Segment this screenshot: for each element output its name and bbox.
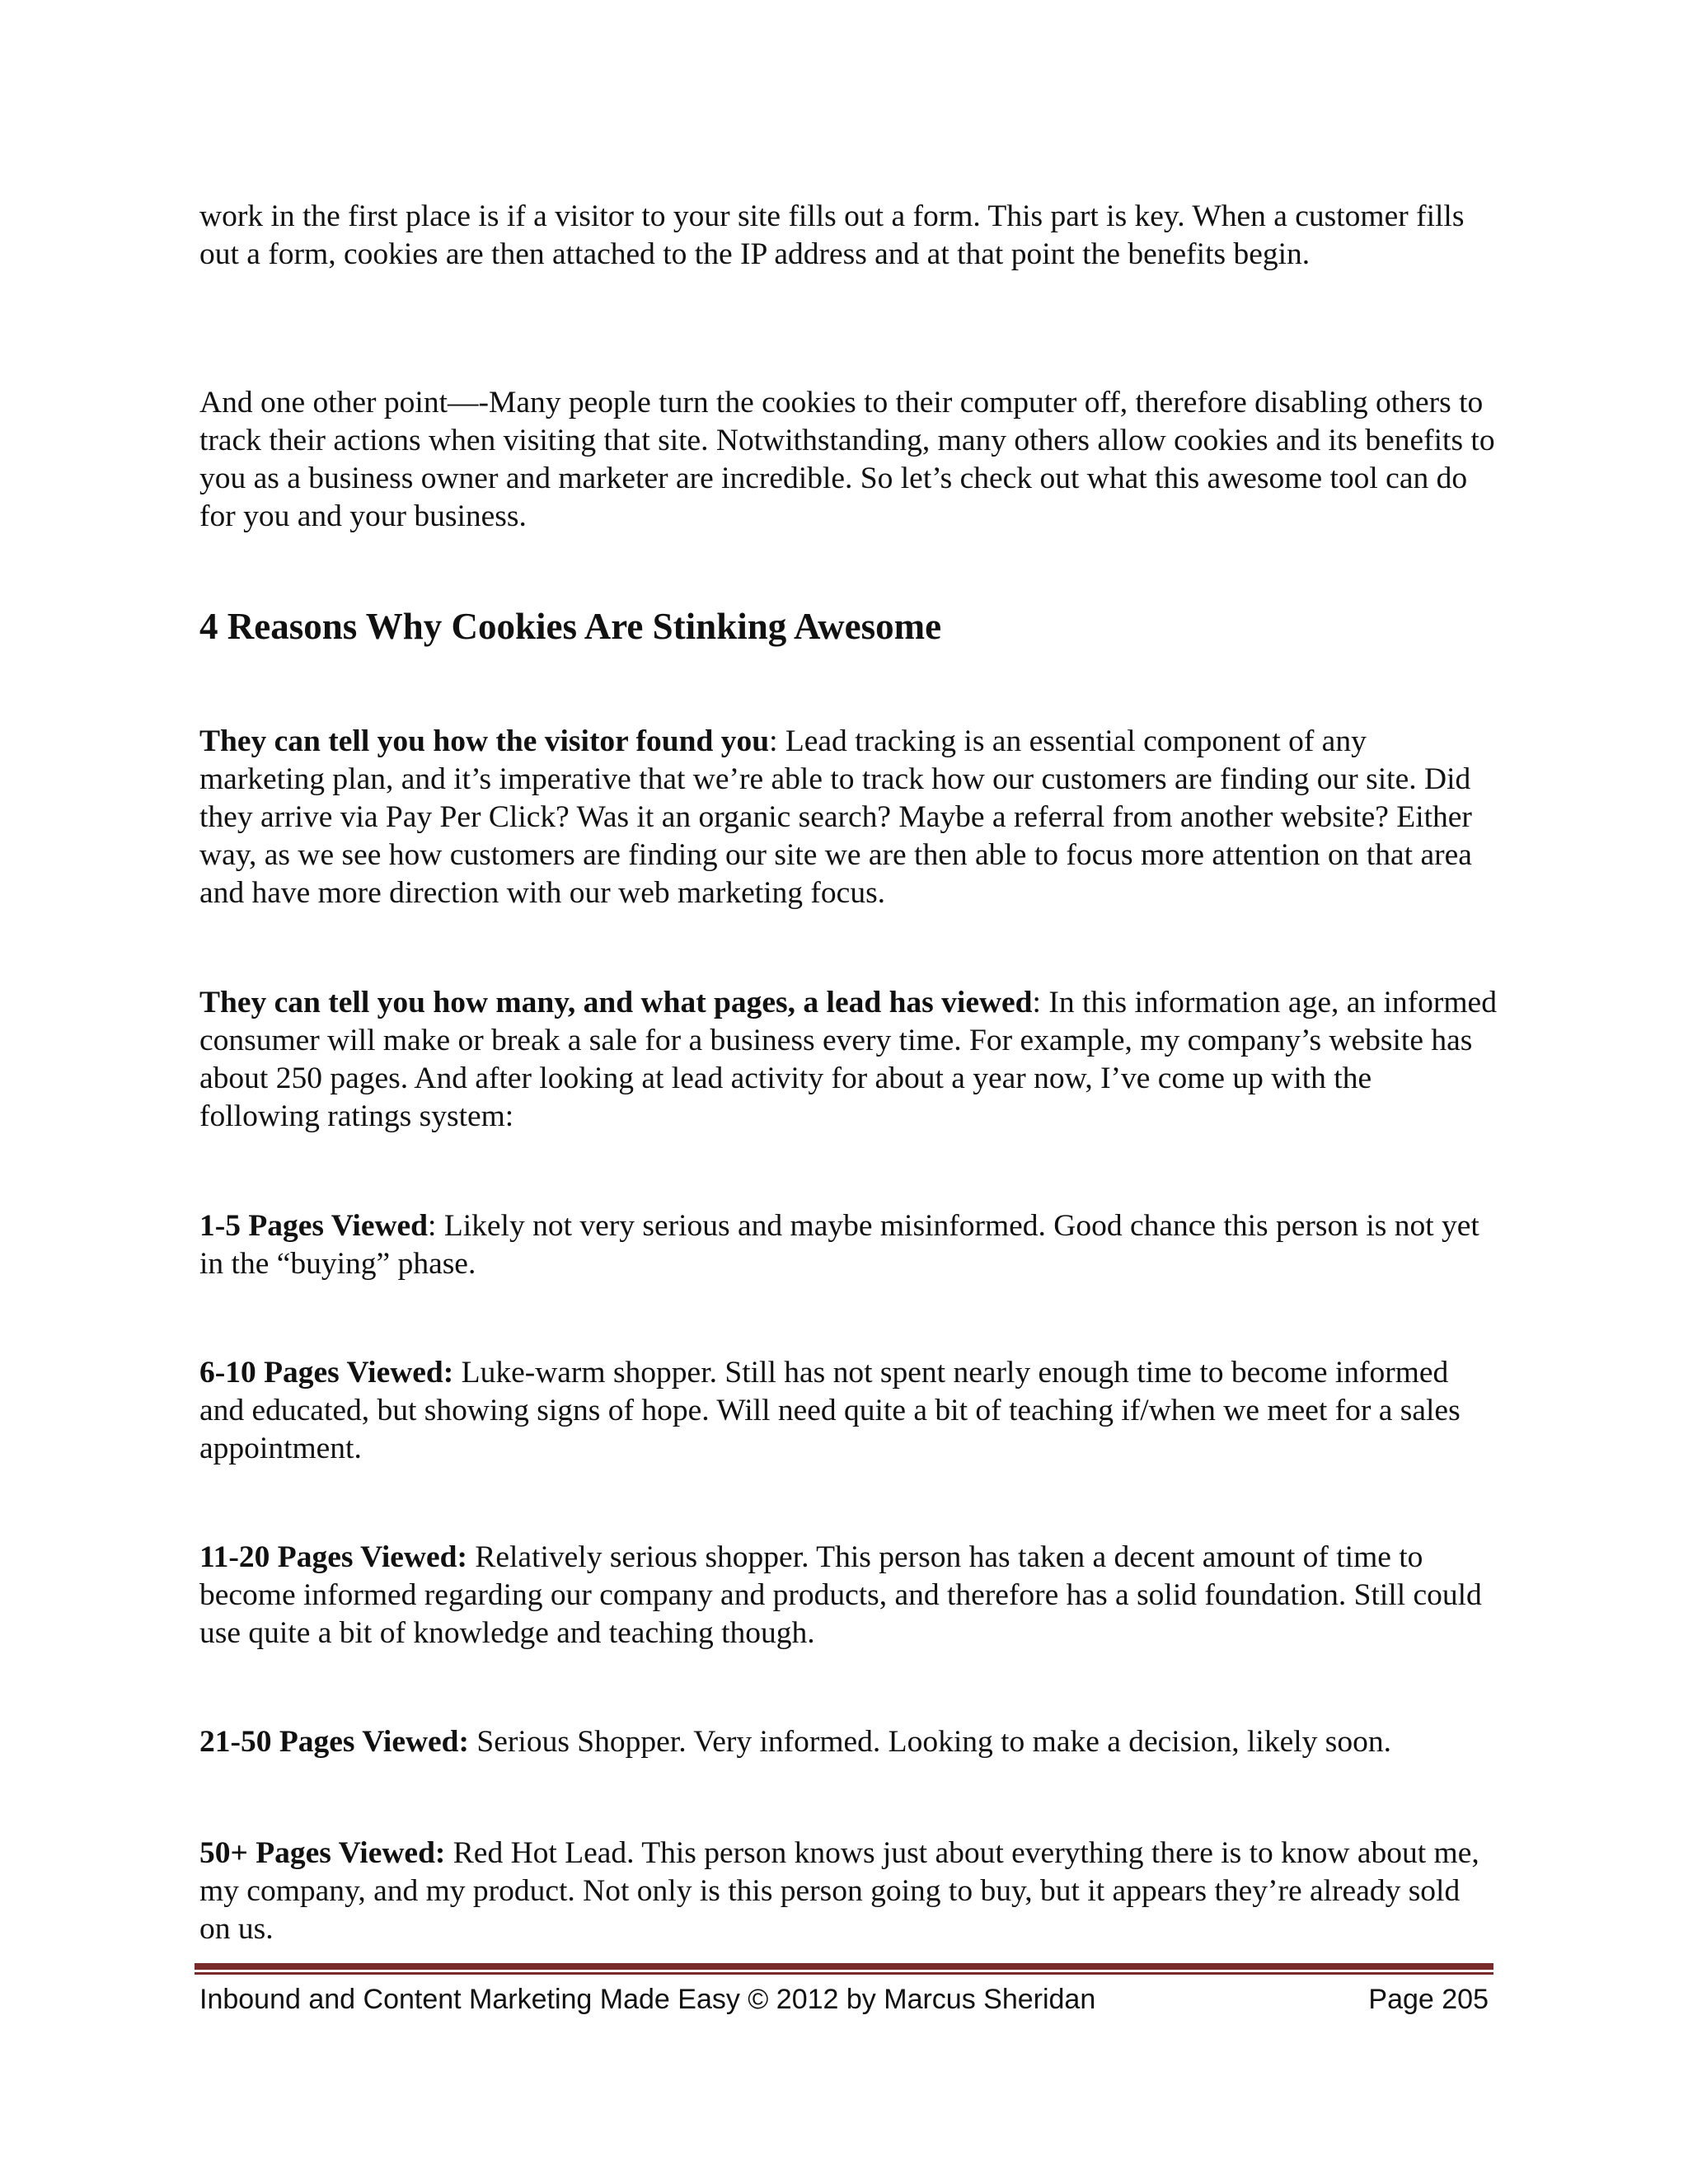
reason-lead: They can tell you how many, and what pages, a lead has viewed <box>199 986 1033 1019</box>
section-heading: 4 Reasons Why Cookies Are Stinking Awesome <box>199 606 942 647</box>
rating-1-5 <box>199 1207 1498 1283</box>
page-number: Page 205 <box>1368 1984 1489 2015</box>
paragraph-cookies-disabled: And one other point—-Many people turn the cookies to their computer off, therefore disabling others to track their actions when visiting that site. Notwithstanding, many others allow cookies and its benefits to you as a business owner and marketer are incredible. So let’s check out what this awesome tool can do for you and your business. <box>199 386 1495 533</box>
rating-text: : Likely not very serious and maybe misinformed. Good chance this person is not yet in the “buying” phase. <box>199 1209 1479 1281</box>
rating-11-20 <box>199 1539 1498 1652</box>
rating-lead: 1-5 Pages Viewed <box>199 1209 429 1243</box>
rating-text: Red Hot Lead. This person knows just about everything there is to know about me, my company, and my product. Not only is this person going to buy, but it appears they’re already sold on us. <box>199 1836 1479 1946</box>
page-footer <box>199 1978 1489 2021</box>
rating-6-10 <box>199 1354 1498 1468</box>
paragraph-form-cookies: work in the first place is if a visitor to your site fills out a form. This part is key. When a customer fills out a form, cookies are then attached to the IP address and at that point the benefits begin. <box>199 199 1465 271</box>
reason-text: : In this information age, an informed consumer will make or break a sale for a business every time. For example, my company’s website has about 250 pages. And after looking at lead activity for about a year now, I’ve come up with the following ratings system: <box>199 986 1497 1133</box>
reason-lead: They can tell you how the visitor found you <box>199 724 770 758</box>
rating-50-plus <box>199 1835 1498 1948</box>
rating-lead: 6-10 Pages Viewed: <box>199 1356 454 1390</box>
footer-divider-thick <box>195 1963 1493 1970</box>
rating-lead: 21-50 Pages Viewed: <box>199 1725 470 1759</box>
reason-pages-viewed <box>199 984 1498 1136</box>
rating-21-50 <box>199 1723 1498 1761</box>
footer-divider-thin <box>195 1972 1493 1975</box>
footer-book-credit: Inbound and Content Marketing Made Easy © 2012 by Marcus Sheridan <box>199 1984 1096 2015</box>
rating-text: Serious Shopper. Very informed. Looking to make a decision, likely soon. <box>469 1725 1391 1759</box>
rating-lead: 50+ Pages Viewed: <box>199 1836 446 1870</box>
reason-visitor-source <box>199 723 1498 912</box>
rating-text: Luke-warm shopper. Still has not spent nearly enough time to become informed and educated, but showing signs of hope. Will need quite a bit of teaching if/when we meet for a sales appointment. <box>199 1356 1461 1465</box>
rating-text: Relatively serious shopper. This person has taken a decent amount of time to become informed regarding our company and products, and therefore has a solid foundation. Still could use quite a bit of knowledge and teaching though. <box>199 1540 1482 1650</box>
rating-lead: 11-20 Pages Viewed: <box>199 1540 467 1574</box>
reason-text: : Lead tracking is an essential component of any marketing plan, and it’s imperative that we’re able to track how our customers are finding our site. Did they arrive via Pay Per Click? Was it an organic search? Maybe a referral from another website? Either way, as we see how customers are finding our site we are then able to focus more attention on that area and have more direction with our web marketing focus. <box>199 724 1472 910</box>
